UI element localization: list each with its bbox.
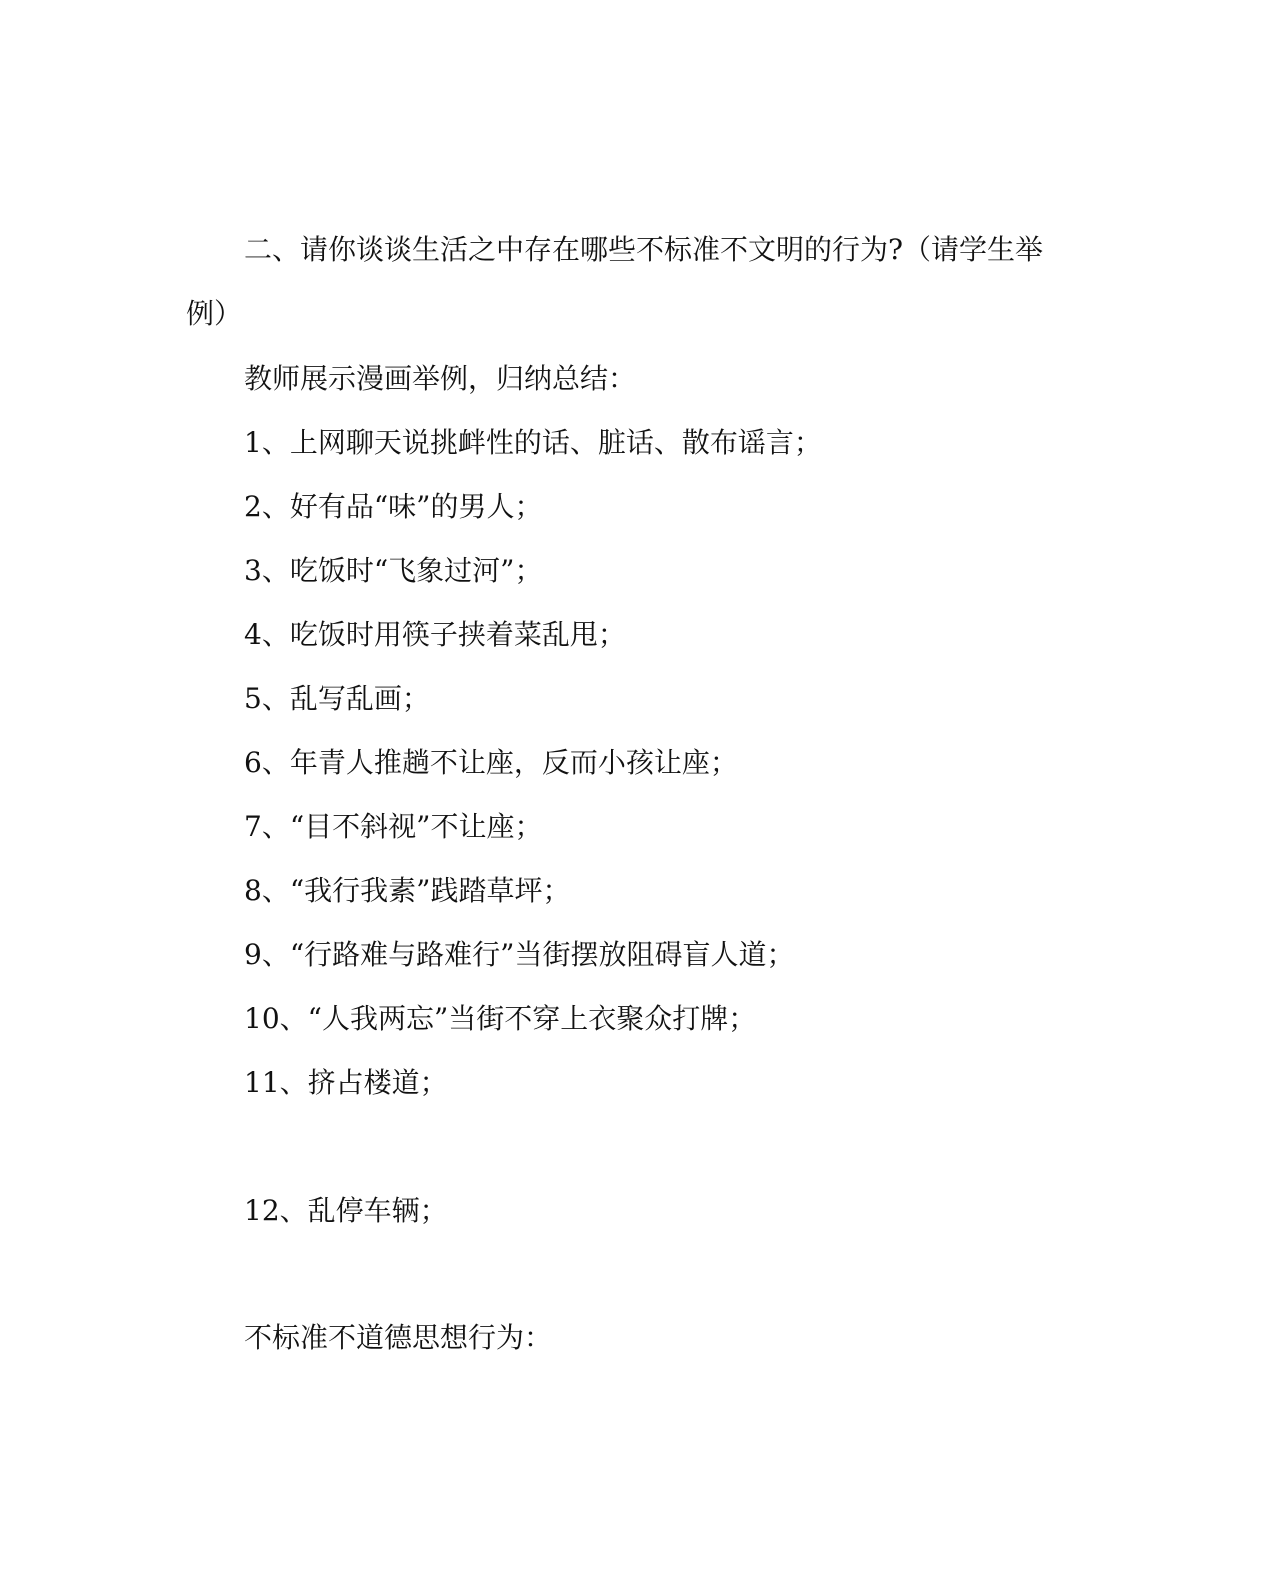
question-line-1: 二、请你谈谈生活之中存在哪些不标准不文明的行为?（请学生举: [244, 233, 1044, 266]
intro-text: 教师展示漫画举例，归纳总结：: [244, 362, 637, 395]
list-item: 12、乱停车辆；: [244, 1194, 448, 1227]
list-item: 1、上网聊天说挑衅性的话、脏话、散布谣言；: [244, 426, 822, 459]
list-item: 9、“行路难与路难行”当街摆放阻碍盲人道；: [244, 938, 795, 971]
list-item: 11、挤占楼道；: [244, 1066, 448, 1099]
list-item: 6、年青人推趟不让座，反而小孩让座；: [244, 746, 738, 779]
list-item: 3、吃饭时“飞象过河”；: [244, 554, 543, 587]
question-line-2: 例）: [186, 297, 243, 330]
list-item: 7、“目不斜视”不让座；: [244, 810, 543, 843]
closing-text: 不标准不道德思想行为：: [244, 1321, 553, 1354]
list-item: 2、好有品“味”的男人；: [244, 490, 543, 523]
list-item: 5、乱写乱画；: [244, 682, 430, 715]
list-item: 8、“我行我素”践踏草坪；: [244, 874, 571, 907]
list-item: 4、吃饭时用筷子挟着菜乱甩；: [244, 618, 626, 651]
list-item: 10、“人我两忘”当街不穿上衣聚众打牌；: [244, 1002, 757, 1035]
